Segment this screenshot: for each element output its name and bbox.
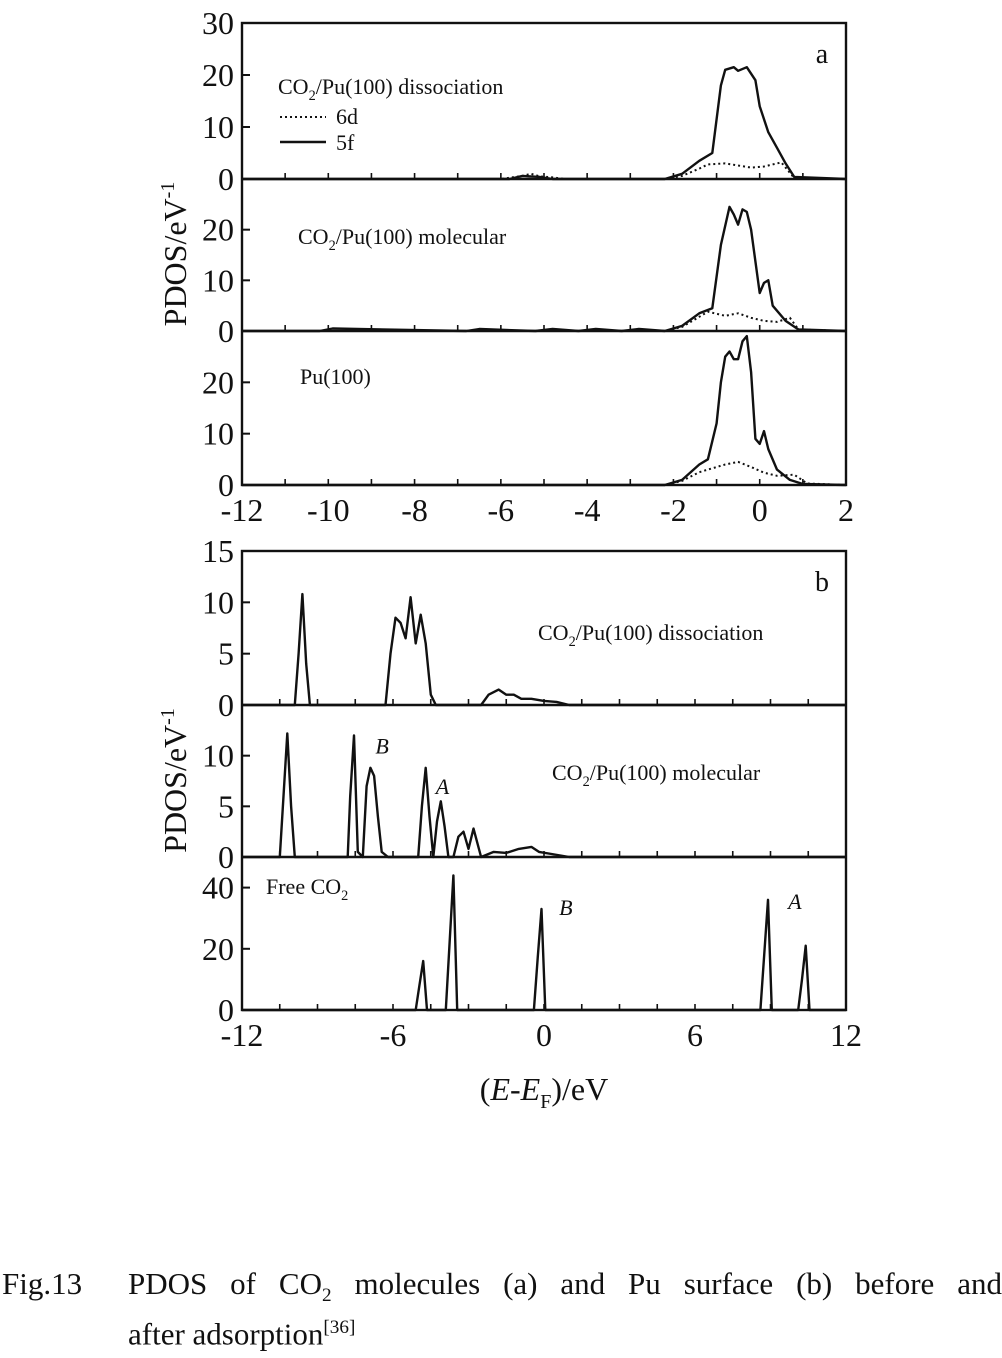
- caption-figure-number: Fig.13: [2, 1266, 83, 1301]
- y-axis-label: [157, 708, 193, 853]
- y-tick-label: 0: [218, 467, 234, 503]
- caption-text-a: PDOS of CO: [128, 1266, 322, 1301]
- subpanel-a-1: [202, 5, 846, 197]
- x-tick-label: -4: [573, 492, 601, 528]
- y-tick-label: 0: [218, 992, 234, 1028]
- caption-text-line2: after adsorption: [128, 1316, 324, 1352]
- x-tick-label: -12: [220, 492, 264, 528]
- x-axis-label-e: E: [490, 1071, 511, 1107]
- y-tick-label: 20: [202, 211, 234, 248]
- y-tick-label: 20: [202, 930, 234, 967]
- series-line-5f: [242, 336, 846, 485]
- subpanel-label-part-b: /Pu(100) molecular: [589, 760, 761, 785]
- x-tick-label: -8: [401, 492, 428, 528]
- x-tick-label: 12: [830, 1017, 862, 1053]
- subpanel-label-subscript: 2: [582, 774, 590, 791]
- subpanel-label: [538, 620, 763, 650]
- subpanel-label: [278, 74, 503, 104]
- x-tick-label: 6: [687, 1017, 703, 1053]
- subpanel-label-part-b: /Pu(100) dissociation: [315, 74, 504, 99]
- subpanel-label: [298, 224, 507, 254]
- y-tick-label: 20: [202, 57, 234, 93]
- subpanel-a-3: [202, 331, 846, 503]
- subpanel-a-2: [202, 179, 846, 349]
- y-tick-label: 10: [202, 415, 234, 452]
- subpanel-label-subscript: 2: [341, 888, 349, 905]
- y-axis-label-sup: -1: [157, 708, 179, 725]
- x-axis-label-rest: )/eV: [551, 1071, 609, 1107]
- x-tick-label: -6: [487, 492, 515, 528]
- x-tick-label: -2: [660, 492, 687, 528]
- y-tick-label: 15: [202, 533, 234, 569]
- y-tick-label: 30: [202, 5, 234, 41]
- subpanel-label-part-a: CO: [278, 74, 309, 99]
- subpanel-label-subscript: 2: [308, 88, 316, 105]
- y-tick-label: 10: [202, 737, 234, 774]
- x-tick-label: 0: [751, 492, 768, 528]
- panel-letter: b: [815, 567, 829, 598]
- y-tick-label: 20: [202, 364, 234, 401]
- caption-text-b: molecules (a) and Pu surface (b) before and: [331, 1266, 1002, 1301]
- subpanel-b-1: [202, 533, 846, 723]
- panel-letter: a: [815, 39, 829, 70]
- x-tick-label: -6: [379, 1017, 407, 1053]
- series-line-total: [242, 733, 846, 857]
- series-line-5f: [242, 207, 846, 331]
- y-tick-label: 10: [202, 584, 234, 621]
- subpanel-label-subscript: 2: [568, 634, 576, 651]
- peak-annotation-B: B: [375, 733, 389, 759]
- panel-b: [157, 533, 862, 1113]
- y-tick-label: 0: [218, 161, 234, 197]
- y-tick-label: 0: [218, 313, 234, 349]
- subpanel-label-part-a: CO: [538, 620, 569, 645]
- x-tick-label: 0: [536, 1017, 552, 1053]
- subpanel-label: Pu(100): [300, 364, 371, 389]
- subpanel-label-part-a: Free CO: [266, 874, 342, 899]
- y-tick-label: 40: [202, 869, 234, 906]
- subpanel-label-part-b: /Pu(100) molecular: [335, 224, 507, 249]
- peak-annotation-A: A: [788, 889, 802, 915]
- y-tick-label: 5: [218, 635, 234, 672]
- y-tick-label: 10: [202, 262, 234, 299]
- subpanel-label: [266, 874, 348, 904]
- y-axis-label-text: PDOS/eV: [157, 724, 193, 853]
- x-axis-label-e2: E: [520, 1071, 541, 1107]
- y-axis-label: [157, 182, 193, 327]
- peak-annotation-B: B: [559, 895, 573, 921]
- legend-6d-label: 6d: [336, 104, 358, 129]
- subpanel-label-subscript: 2: [328, 238, 336, 255]
- subpanel-label-part-a: CO: [552, 760, 583, 785]
- y-tick-label: 10: [202, 109, 234, 145]
- caption-line-2: [128, 1306, 355, 1356]
- subpanel-label-part-a: CO: [298, 224, 329, 249]
- y-axis-label-sup: -1: [157, 181, 179, 199]
- x-axis-label: [480, 1071, 608, 1113]
- series-line-total: [242, 594, 846, 705]
- caption-sub-2: 2: [321, 1285, 332, 1307]
- y-tick-label: 0: [218, 839, 234, 875]
- panel-a: [157, 5, 854, 528]
- caption-ref: [36]: [323, 1317, 356, 1338]
- subpanel-b-2: [202, 705, 846, 875]
- subpanel-label: [552, 760, 761, 790]
- y-tick-label: 0: [218, 687, 234, 723]
- y-axis-label-text: PDOS/eV: [157, 198, 193, 327]
- x-axis-label-open: (: [479, 1071, 491, 1107]
- x-tick-label: -10: [306, 492, 350, 528]
- subpanel-b-3: [202, 857, 846, 1028]
- y-tick-label: 5: [218, 788, 234, 825]
- subpanel-label-part-b: /Pu(100) dissociation: [575, 620, 764, 645]
- x-tick-label: -12: [220, 1017, 264, 1053]
- x-tick-label: 2: [838, 492, 854, 528]
- x-axis-label-minus: -: [510, 1071, 521, 1107]
- peak-annotation-A: A: [435, 774, 450, 800]
- legend-5f-label: 5f: [336, 130, 355, 155]
- x-axis-label-sub: F: [540, 1091, 552, 1113]
